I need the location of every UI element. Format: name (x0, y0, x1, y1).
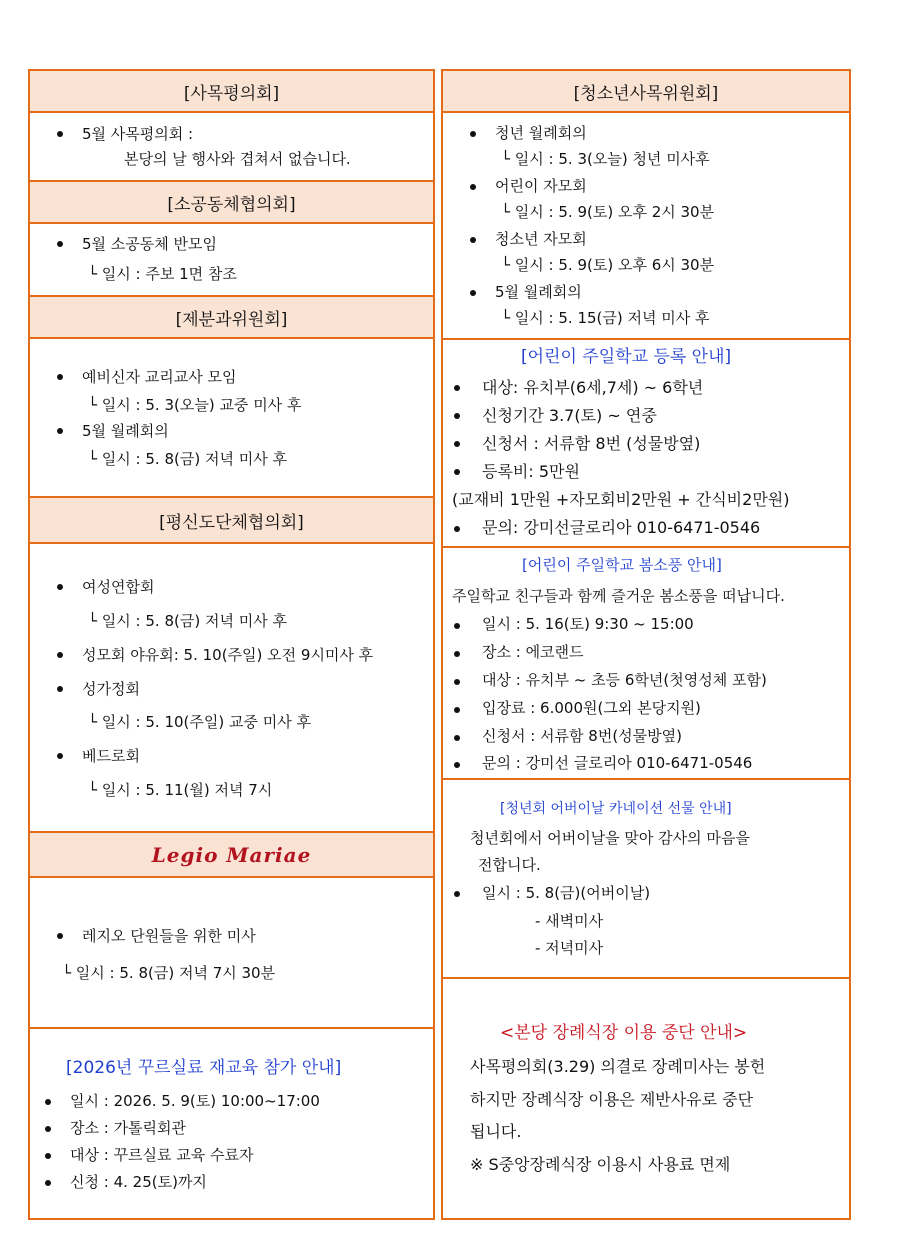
bullet (45, 1153, 51, 1159)
list-item-detail: - 새벽미사 (535, 912, 604, 930)
bullet (45, 1126, 51, 1132)
list-item: 여성연합회 (82, 578, 155, 596)
list-item: 성가정회 (82, 680, 140, 698)
bullet (454, 651, 460, 657)
header-legio-mariae: Legio Mariae (28, 831, 435, 878)
bullet (454, 623, 460, 629)
funeral-line: 하지만 장례식장 이용은 제반사유로 중단 (470, 1090, 754, 1109)
list-item: 청소년 자모회 (495, 230, 587, 248)
bullet (454, 891, 460, 897)
bullet (454, 526, 460, 532)
list-item: 대상: 유치부(6세,7세) ~ 6학년 (482, 378, 704, 397)
carnation-intro: 청년회에서 어버이날을 맞아 감사의 마음을 (470, 829, 750, 847)
bullet (57, 652, 63, 658)
list-item: 입장료 : 6.000원(그외 본당지원) (482, 699, 701, 717)
bullet (57, 131, 63, 137)
list-item: 신청 : 4. 25(토)까지 (70, 1173, 207, 1191)
list-item: 장소 : 에코랜드 (482, 643, 584, 661)
list-item-detail: └ 일시 : 5. 9(토) 오후 6시 30분 (501, 256, 715, 274)
list-item-detail: └ 일시 : 5. 8(금) 저녁 미사 후 (88, 612, 287, 630)
list-item-detail: └ 일시 : 5. 8(금) 저녁 7시 30분 (62, 964, 276, 982)
fee-breakdown: (교재비 1만원 +자모회비2만원 + 간식비2만원) (452, 490, 790, 509)
bullet (57, 374, 63, 380)
list-item: 신청서 : 서류함 8번 (성물방옆) (482, 434, 701, 453)
bullet (470, 131, 476, 137)
bullet (454, 441, 460, 447)
list-item-detail: └ 일시 : 주보 1면 참조 (88, 265, 237, 283)
funeral-note: ※ S중앙장례식장 이용시 사용료 면제 (470, 1155, 731, 1174)
list-item-detail: └ 일시 : 5. 3(오늘) 청년 미사후 (501, 150, 710, 168)
list-item: 일시 : 5. 8(금)(어버이날) (482, 884, 651, 902)
bullet (454, 762, 460, 768)
header-pastoral-council: [사목평의회] (28, 69, 435, 113)
list-item: 레지오 단원들을 위한 미사 (82, 927, 256, 945)
list-item-detail: - 저녁미사 (535, 939, 604, 957)
list-item: 문의: 강미선글로리아 010-6471-0546 (482, 518, 761, 537)
header-small-community: [소공동체협의회] (28, 180, 435, 224)
list-item-detail: └ 일시 : 5. 9(토) 오후 2시 30분 (501, 203, 715, 221)
list-item: 등록비: 5만원 (482, 462, 580, 481)
list-item: 일시 : 5. 16(토) 9:30 ~ 15:00 (482, 615, 694, 633)
list-item: 어린이 자모회 (495, 177, 587, 195)
funeral-hall-title: <본당 장례식장 이용 중단 안내> (500, 1023, 748, 1043)
funeral-line: 됩니다. (470, 1122, 522, 1141)
list-item: 장소 : 가톨릭회관 (70, 1119, 187, 1137)
list-item-detail: └ 일시 : 5. 3(오늘) 교중 미사 후 (88, 396, 302, 414)
header-youth-pastoral: [청소년사목위원회] (441, 69, 851, 113)
bullet (57, 933, 63, 939)
list-item: 대상 : 꾸르실료 교육 수료자 (70, 1146, 254, 1164)
list-item: 5월 사목평의회 : (82, 125, 194, 143)
carnation-intro-cont: 전합니다. (478, 856, 541, 874)
list-item: 예비신자 교리교사 모임 (82, 368, 237, 386)
bullet (454, 385, 460, 391)
bullet (45, 1099, 51, 1105)
bullet (454, 469, 460, 475)
list-item: 대상 : 유치부 ~ 초등 6학년(첫영성체 포함) (482, 671, 767, 689)
carnation-title: [청년회 어버이날 카네이션 선물 안내] (500, 801, 732, 817)
bullet (45, 1180, 51, 1186)
bullet (454, 413, 460, 419)
list-item: 문의 : 강미선 글로리아 010-6471-0546 (482, 754, 753, 772)
list-item: 청년 월례회의 (495, 124, 587, 142)
bullet (454, 707, 460, 713)
list-item: 성모회 야유회: 5. 10(주일) 오전 9시미사 후 (82, 646, 374, 664)
bullet (470, 290, 476, 296)
header-committees: [제분과위원회] (28, 295, 435, 339)
list-item: 베드로회 (82, 747, 140, 765)
bullet (470, 184, 476, 190)
picnic-intro: 주일학교 친구들과 함께 즐거운 봄소풍을 떠납니다. (452, 587, 785, 605)
bullet (57, 241, 63, 247)
bullet (454, 735, 460, 741)
bullet (470, 237, 476, 243)
list-item: 일시 : 2026. 5. 9(토) 10:00~17:00 (70, 1092, 320, 1110)
picnic-title: [어린이 주일학교 봄소풍 안내] (522, 556, 722, 574)
bullet (57, 428, 63, 434)
list-item-detail: └ 일시 : 5. 11(월) 저녁 7시 (88, 781, 273, 799)
bullet (57, 584, 63, 590)
registration-title: [어린이 주일학교 등록 안내] (521, 347, 732, 367)
list-item: 5월 월례회의 (82, 422, 169, 440)
bullet (57, 686, 63, 692)
list-item-detail: └ 일시 : 5. 8(금) 저녁 미사 후 (88, 450, 287, 468)
cursillo-title: [2026년 꾸르실료 재교육 참가 안내] (66, 1058, 342, 1078)
list-item-detail: 본당의 날 행사와 겹쳐서 없습니다. (124, 150, 351, 168)
list-item-detail: └ 일시 : 5. 15(금) 저녁 미사 후 (501, 309, 710, 327)
bullet (57, 753, 63, 759)
list-item: 5월 소공동체 반모임 (82, 235, 218, 253)
list-item-detail: └ 일시 : 5. 10(주일) 교중 미사 후 (88, 713, 311, 731)
list-item: 5월 월례회의 (495, 283, 582, 301)
funeral-line: 사목평의회(3.29) 의결로 장례미사는 봉헌 (470, 1057, 766, 1076)
list-item: 신청서 : 서류함 8번(성물방옆) (482, 727, 682, 745)
list-item: 신청기간 3.7(토) ~ 연중 (482, 406, 657, 425)
header-lay-groups: [평신도단체협의회] (28, 496, 435, 544)
bullet (454, 679, 460, 685)
